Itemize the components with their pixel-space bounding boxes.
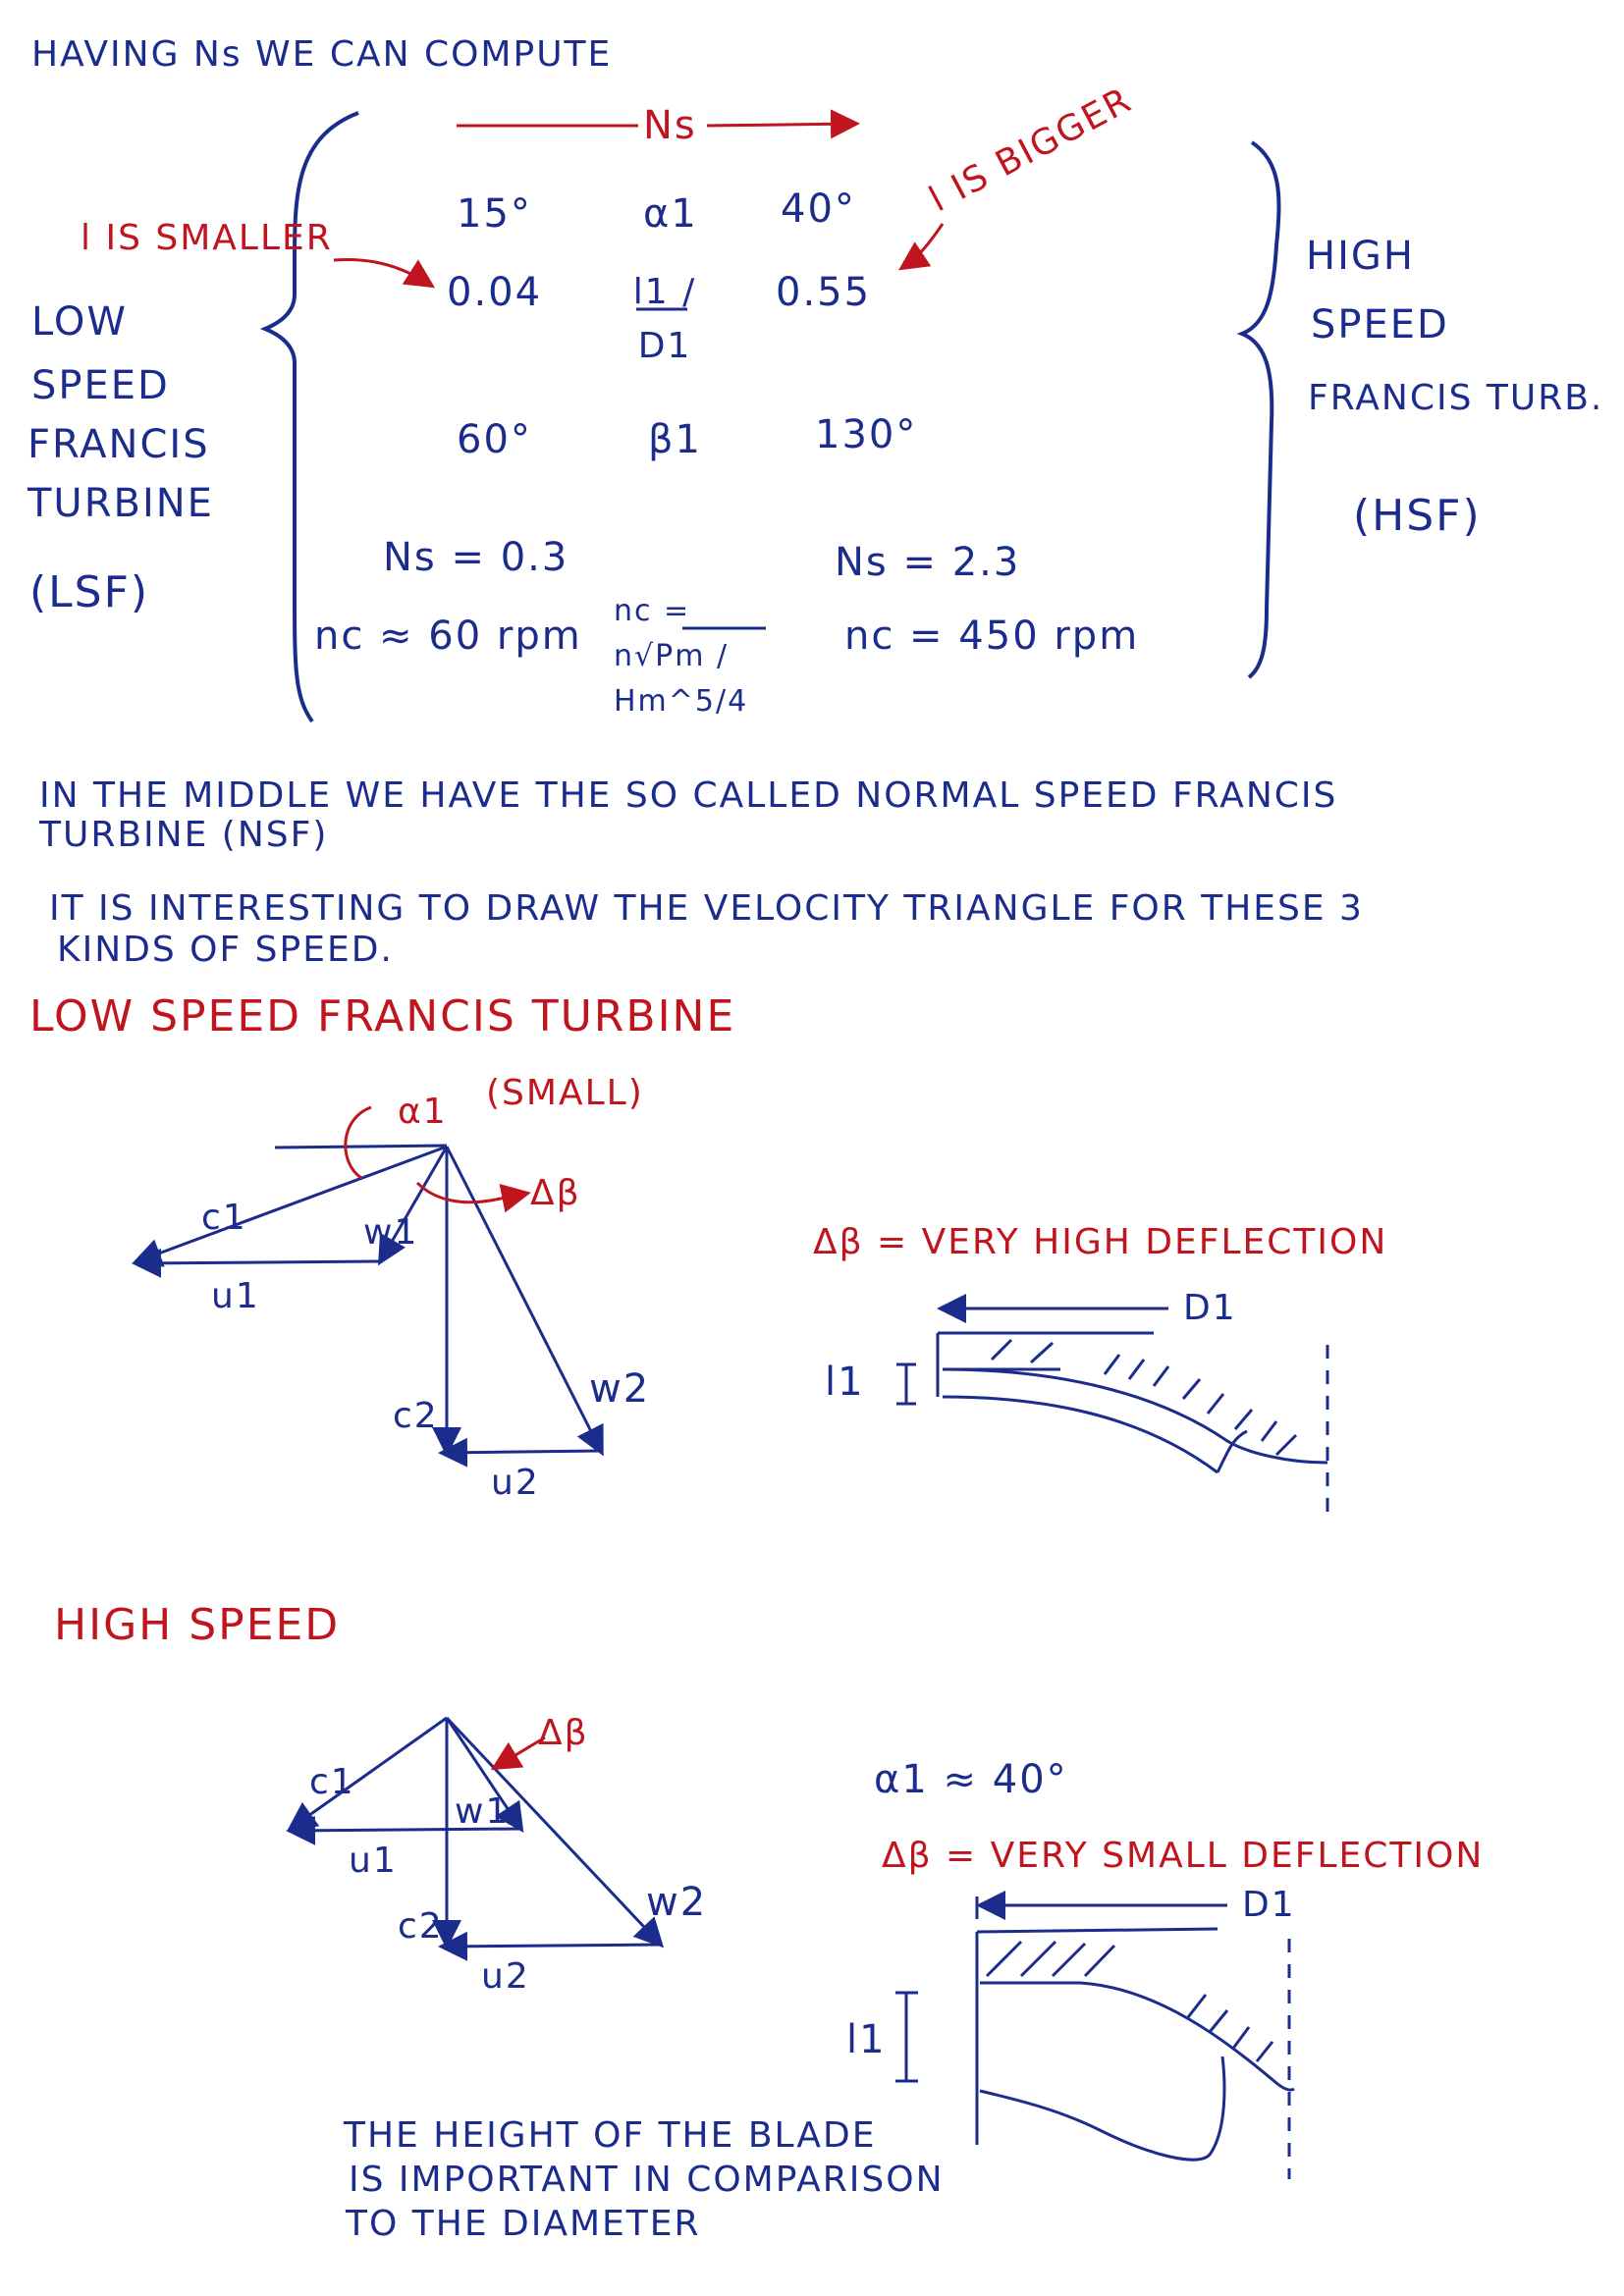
nc-formula: nc = n√Pm / Hm^5/4 — [614, 594, 749, 719]
high-ns-value: Ns = 2.3 — [835, 540, 1021, 585]
ns-arrow-label: Ns — [643, 103, 697, 148]
arrow-bigger — [903, 224, 943, 267]
left-label-line-5: (LSF) — [29, 567, 150, 617]
beta-param: β1 — [648, 417, 702, 462]
low-u2-label: u2 — [491, 1463, 540, 1503]
u2-vector — [444, 1451, 601, 1453]
delta-beta-pointer-low — [496, 1194, 525, 1200]
alpha-low-value: 15° — [457, 191, 532, 237]
l-ratio-high-value: 0.55 — [776, 270, 872, 315]
low-d1-label: D1 — [1183, 1288, 1237, 1328]
right-label-line-2: SPEED — [1311, 302, 1449, 347]
u2-vector-high — [444, 1945, 660, 1947]
blade-note-line-1: THE HEIGHT OF THE BLADE — [344, 2115, 877, 2156]
high-w1-label: w1 — [455, 1791, 511, 1832]
high-delta-beta-label: Δβ — [538, 1713, 589, 1753]
high-alpha-approx: α1 ≈ 40° — [874, 1757, 1068, 1802]
low-alpha-label: α1 — [398, 1092, 448, 1132]
left-label-line-4: TURBINE — [27, 481, 214, 526]
l-ratio-param: l1 / D1 — [632, 272, 697, 366]
high-w2-label: w2 — [646, 1880, 708, 1925]
u1-vector — [137, 1261, 381, 1263]
low-small-label: (SMALL) — [486, 1073, 644, 1113]
high-u1-label: u1 — [349, 1841, 398, 1881]
blade-note-line-3: TO THE DIAMETER — [346, 2204, 701, 2244]
blade-note-line-2: IS IMPORTANT IN COMPARISON — [349, 2160, 945, 2200]
interesting-text-line-1: IT IS INTERESTING TO DRAW THE VELOCITY TRIANGLE FOR THESE 3 — [49, 888, 1364, 929]
beta-low-value: 60° — [457, 417, 532, 462]
high-speed-title: HIGH SPEED — [54, 1600, 341, 1650]
alpha-arc-low — [346, 1107, 371, 1178]
right-label-line-4: (HSF) — [1353, 491, 1482, 541]
high-speed-blade — [895, 1896, 1294, 2179]
left-label-line-2: SPEED — [31, 363, 170, 408]
low-speed-blade — [896, 1308, 1327, 1517]
intro-heading: HAVING Ns WE CAN COMPUTE — [31, 34, 613, 75]
delta-beta-arc-low — [417, 1183, 496, 1202]
alpha-param: α1 — [643, 191, 698, 237]
beta-high-value: 130° — [815, 412, 918, 457]
high-nc-value: nc = 450 rpm — [844, 614, 1140, 659]
high-l1-label: l1 — [846, 2017, 887, 2062]
right-label-line-3: FRANCIS TURB. — [1308, 378, 1604, 418]
high-u2-label: u2 — [481, 1956, 530, 1997]
right-label-line-1: HIGH — [1306, 234, 1415, 279]
high-speed-triangle — [292, 1718, 660, 1947]
low-delta-beta-label: Δβ — [530, 1173, 581, 1213]
low-nc-value: nc ≈ 60 rpm — [314, 614, 582, 659]
low-c2-label: c2 — [393, 1396, 439, 1436]
middle-text-line-1: IN THE MIDDLE WE HAVE THE SO CALLED NORMAL SPEED FRANCIS — [39, 775, 1338, 816]
right-brace — [1242, 142, 1278, 677]
low-l1-label: l1 — [825, 1360, 865, 1405]
alpha-high-value: 40° — [781, 187, 856, 232]
high-c1-label: c1 — [309, 1762, 355, 1802]
middle-text-line-2: TURBINE (NSF) — [39, 815, 329, 855]
l-ratio-low-value: 0.04 — [447, 270, 543, 315]
note-l-bigger: l IS BIGGER — [923, 80, 1139, 221]
left-label-line-1: LOW — [31, 299, 128, 345]
low-u1-label: u1 — [211, 1276, 260, 1316]
high-c2-label: c2 — [398, 1906, 444, 1947]
low-w1-label: w1 — [363, 1212, 419, 1253]
low-speed-title: LOW SPEED FRANCIS TURBINE — [29, 991, 736, 1041]
ns-arrow-right — [707, 124, 854, 126]
arrow-smaller — [334, 259, 430, 285]
interesting-text-line-2: KINDS OF SPEED. — [57, 930, 394, 970]
low-c1-label: c1 — [201, 1198, 247, 1238]
high-deflection-text: Δβ = VERY SMALL DEFLECTION — [882, 1836, 1485, 1876]
low-ns-value: Ns = 0.3 — [383, 535, 569, 580]
low-deflection-text: Δβ = VERY HIGH DEFLECTION — [813, 1222, 1388, 1262]
high-d1-label: D1 — [1242, 1885, 1296, 1925]
note-l-smaller: l IS SMALLER — [81, 218, 333, 258]
low-w2-label: w2 — [589, 1366, 651, 1412]
left-label-line-3: FRANCIS — [27, 422, 210, 467]
